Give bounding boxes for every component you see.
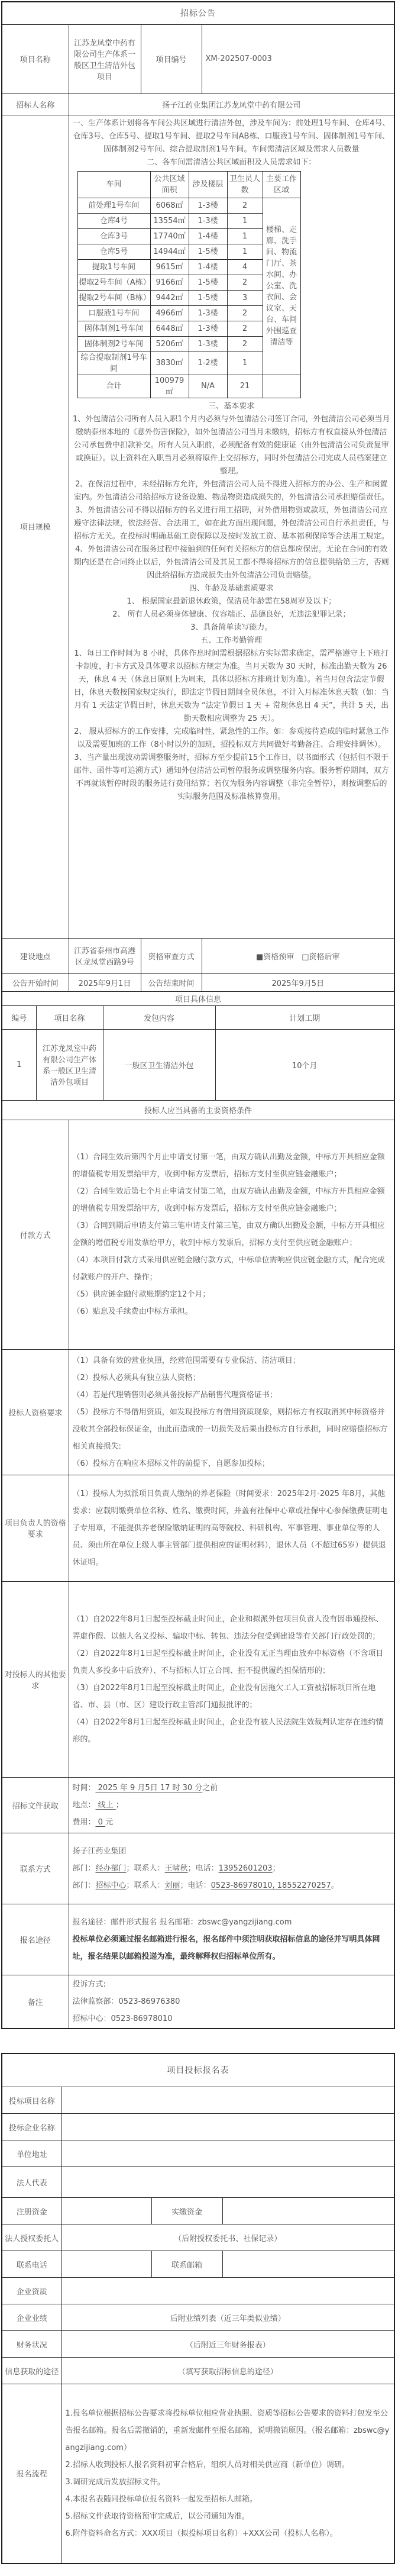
bid-project-value	[61, 2087, 394, 2114]
detail-no: 1	[2, 1029, 36, 1100]
bidder-item: （4）若是代理销售则必须具备投标产品销售代理资格证书；	[72, 1390, 277, 1400]
workshop-cell: 2	[227, 275, 263, 290]
bid-project-label: 投标项目名称	[2, 2087, 61, 2114]
scale-item: 2、在保洁过程中，未经招标方允许，外包清洁公司人员不得进入招标方的办公、生产和闲置室内。外包清洁公司给招标方设备设施、物品物资造成损失的，外包清洁公司承担赔偿责任。	[73, 479, 389, 502]
text-segment: 时间：	[72, 1783, 96, 1792]
project-name-value: 江苏龙凤堂中药有限公司生产体系一般区卫生清洁外包项目	[69, 24, 141, 94]
pm-qualification-cell	[69, 1475, 394, 1581]
text-segment: 9 月	[127, 1783, 145, 1792]
workshop-cell: 提取2号车间（A栋）	[77, 275, 150, 290]
text-segment: 之前	[202, 1783, 218, 1792]
text-segment: 30 分	[180, 1783, 203, 1792]
scale-item: 4、外包清洁公司在服务过程中接触到的任何有关招标方的信息都应保密。无论在合同的有效期内还是在合同终止以后，外包清洁公司及其员工都不得将招标方的信息提供给第三方，否则因此给招标方造成损失由外包清洁公司负责赔偿。	[73, 544, 389, 580]
bidder-qualification-row	[2, 1349, 394, 1475]
detail-duration: 10个月	[215, 1029, 394, 1100]
company-qualification-row	[2, 2278, 394, 2304]
workshop-cell: 1-4楼	[189, 228, 227, 244]
bidder-qualification-cell	[69, 1349, 394, 1475]
workshop-header-cell: 车间	[77, 171, 150, 198]
title-row	[2, 2, 394, 24]
scale-sections	[73, 400, 391, 804]
scale-intro: 一、生产体系计划将各车间公共区域进行清洁外包，涉及车间为：前处理1号车间、仓库4号、仓库3号、仓库5号、提取1号车间、提取2号车间AB栋、口服液1号车间、固体制剂1号车间、固体制剂2号车间、综合提取制剂1号车间。车间需清洁区域及需求人员数量	[73, 118, 390, 154]
payment-row	[2, 1120, 394, 1349]
signup-cell	[69, 1904, 394, 1975]
flow-cell	[61, 2384, 394, 2564]
workshop-total-cell: N/A	[189, 375, 227, 398]
payment-item: （1）合同生效后第四个月止申请支付第一笔，由双方确认出勤及金额，中标方开具相应金额的增值税专用发票给甲方，收到中标方发票后，招标方支付至供应链金融账户；	[72, 1153, 385, 1179]
workshop-total-cell: 21	[227, 375, 263, 398]
doc-fetch-cell	[69, 1777, 394, 1833]
text-segment: 部门：	[72, 1864, 96, 1873]
company-qualification-value	[61, 2278, 394, 2304]
workshop-cell: 综合提取制剂1号车间	[77, 352, 150, 375]
text-segment: 0	[95, 1817, 106, 1827]
start-label: 公告开始时间	[2, 973, 69, 991]
other-requirements-row	[2, 1581, 394, 1777]
contact-line	[73, 1843, 391, 1860]
workshop-cell: 1-5楼	[189, 244, 227, 259]
doc-fetch-row	[2, 1777, 394, 1833]
workshop-cell: 1	[227, 244, 263, 259]
qualification-header: 投标人应当具备的主要资格条件	[2, 1100, 394, 1120]
workshop-cell: 13554㎡	[150, 213, 189, 228]
workshop-cell: 4966㎡	[150, 305, 189, 321]
workshop-cell: 2	[227, 198, 263, 213]
workshop-cell: 14944㎡	[150, 244, 189, 259]
paid-capital-value	[222, 2198, 394, 2224]
detail-content: 一般区卫生清洁外包	[103, 1029, 215, 1100]
detail-data-row	[2, 1029, 394, 1100]
bidder-item: （1）具备有效的营业执照，经营范围需要有专业保洁、清洁项目；	[72, 1356, 300, 1365]
performance-row	[2, 2304, 394, 2331]
workshop-cell: 2	[227, 336, 263, 352]
workshop-table-head	[77, 171, 300, 198]
workshop-cell: 9166㎡	[150, 275, 189, 290]
workshop-cell: 17740㎡	[150, 228, 189, 244]
end-value: 2025年9月5日	[202, 973, 394, 991]
signup-line	[73, 1931, 391, 1965]
workshop-header-cell: 公共区域面积	[150, 171, 189, 198]
workshop-cell: 4	[227, 259, 263, 275]
workshop-main-area-cell: 楼梯、走廊、洗手间、物流门厅、茶水间、办公室、洗衣间、会议室、天台、车间外围巡查清洁等	[263, 198, 300, 375]
workshop-total-cell: 合计	[77, 375, 150, 398]
tenderer-row	[2, 94, 394, 115]
text-segment: ；联系人：	[126, 1864, 165, 1873]
phone-label: 联系电话	[2, 2251, 61, 2278]
detail-col-name: 项目名称	[36, 1005, 103, 1029]
project-scale-cell	[69, 115, 394, 938]
other-items	[73, 1611, 391, 1748]
other-item: （4）自2022年8月1日起至投标截止时间止，企业没有被人民法院生效裁判认定存在违约情形的。	[72, 1717, 384, 1744]
remark-line: 法律监察部：0523-86976380	[72, 1997, 180, 2006]
workshop-table-body	[77, 198, 300, 398]
payment-item: （6）贴息及手续费由中标方承担。	[72, 1307, 193, 1316]
text-segment: 部门：	[72, 1881, 96, 1890]
text-segment: ；	[115, 1800, 124, 1810]
workshop-cell: 6068㎡	[150, 198, 189, 213]
workshop-cell: 仓库5号	[77, 244, 150, 259]
workshop-cell: 9615㎡	[150, 259, 189, 275]
payment-label: 付款方式	[2, 1120, 69, 1349]
pm-qualification-row	[2, 1475, 394, 1581]
payment-item: （5）供应链金融付款账期约定12个月；	[72, 1290, 211, 1299]
remark-cell	[69, 1975, 394, 2029]
scale-item: 1、每日工作时间为 8 小时，具体作息时间需根据招标方实际需求确定，需严格遵守上下班打卡制度，打卡方式及具体要求以招标方规定为准。当月天数为 30 天时，标准出勤天数为 26 天，休息 4 天（休息日原则上为周末，具体以招标方排班计划为准）。若当月包含法定节假日，休息天数按国家规定执行，即法定节假日期间全员休息，不计入月标准休息天数（如：当月有 1 天法定节假日时，休息天数为 “法定节假日 1 天 + 常规休息日 4 天”，共计 5 天，出勤天数相应调整为 25 天）。	[73, 649, 389, 723]
scale-item: 1、 根据国家最新退休政策，保洁员年龄需在58周岁及以下；	[127, 597, 336, 606]
finance-row	[2, 2331, 394, 2358]
signup-lines	[73, 1914, 391, 1965]
project-no-value: XM-202507-0003	[202, 24, 394, 94]
workshop-cell: 1-3楼	[189, 321, 227, 336]
bidder-items	[73, 1352, 391, 1472]
bid-company-row	[2, 2114, 394, 2140]
other-requirements-label: 对投标人的其他要求	[2, 1581, 69, 1777]
other-item: （1）自2022年8月1日起至投标截止时间止，企业和拟派外包项目负责人没有因串通投标、弄虚作假、以他人名义投标、骗取中标、转包、违法分包受到建设等有关部门行政处罚的；	[72, 1614, 384, 1641]
detail-col-content: 发包内容	[103, 1005, 215, 1029]
contact-line	[73, 1860, 391, 1877]
scale-item: 3、具备简单读写能力。	[190, 623, 273, 632]
project-no-label: 项目编号	[141, 24, 202, 94]
workshop-cell: 1	[227, 352, 263, 375]
doc-fetch-line	[73, 1814, 391, 1831]
workshop-cell: 固体制剂2号车间	[77, 336, 150, 352]
scale-item: 3、外包清洁公司不得以招标方的名义进行用工招聘，对外借用物资或款项，外包清洁公司应遵守法律法规，依法经营、合法用工，如在此方面出现问题，外包清洁公司自行承担责任，与招标方无关。在投标时明确基础工资保障以及按时发放工资、基本福利保障等合法用工规定。	[73, 505, 389, 541]
bidder-item: （6）投标方在响应本招标文件的前提下，自愿参加投标；	[72, 1459, 270, 1468]
bid-signup-form-table	[1, 2053, 395, 2564]
scale-item: 1、外包清洁公司所有人员入职1个月内必须与外包清洁公司签订合同，外包清洁公司必须当月缴纳泰州本地的《意外伤害保险》，如外包清洁公司当月未缴纳，招标方有权直接从外包清洁公司承包费中扣款补交。所有人员入职前，必须配备有效的健康证（由外包清洁公司负责复审或换证）。以上资料在入职当月必须将原件上交招标方，同时外包清洁公司完成人员档案建立整理。	[73, 414, 390, 476]
address-label: 单位地址	[2, 2140, 61, 2167]
workshop-header-cell: 涉及楼层	[189, 171, 227, 198]
capital-row	[2, 2198, 394, 2224]
scale-item: 2、 服从招标方的工作安排，完成临时性、紧急性的工作。如：参观接待造成的临时紧急工作以及需要加班的工作（8小时以外的加班，招投标双方共同做好考勤备注、合理安排调休）。	[74, 727, 389, 749]
project-name-label: 项目名称	[2, 24, 69, 94]
text-segment: ；	[272, 1864, 280, 1873]
workshop-cell: 2	[227, 305, 263, 321]
flow-items	[66, 2405, 391, 2542]
payment-item: （4）本项目付款方式采用供应链金融付款方式，中标单位需响应供应链金融方式，配合完成付款账户的开户、操作；	[72, 1256, 385, 1282]
site-label: 建设地点	[2, 938, 69, 973]
text-segment: 2025 年	[95, 1783, 128, 1792]
pm-item: （1）投标人为拟派项目负责人缴纳的养老保险（时间要求：2025年2月-2025 年8月，其他要求：应载明缴费单位名称、姓名、缴费时间，并盖有社保中心章或社保中心参保缴费证明电子专用章，不能提供养老保险缴纳证明的高等院校、科研机构、军事管理、事业单位等的人员、须由所在单位上级人事主管部门提供相应的证明材料），退休人员（不超过65岁）提供退休证明。	[72, 1489, 388, 1567]
flow-item: 6.附件资料命名方式：XXX项目（拟投标项目名称）+XXX公司（投标人名称）。	[65, 2529, 338, 2538]
text-segment: ；电话：	[180, 1881, 211, 1890]
other-requirements-cell	[69, 1581, 394, 1777]
workshop-table	[77, 171, 301, 398]
other-item: （2）自2022年8月1日起至投标截止时间止，企业没有无正当理由放弃中标资格（不含项目负责人多投多中后放弃）、不与招标人订立合同、拒不提供履约担保情形的；	[72, 1649, 384, 1675]
remark-line: 投诉方式:	[72, 1979, 106, 1989]
phone-value	[61, 2251, 151, 2278]
form-title-row	[2, 2053, 394, 2087]
payment-item: （3）合同到期后申请支付第三笔申请支付第三笔，由双方确认出勤及金额，中标方开具相应金额的增值税专用发票给甲方，收到中标方发票后，招标方支付至供应链金融账户；	[72, 1221, 385, 1247]
workshop-cell: 1-5楼	[189, 290, 227, 305]
site-row	[2, 938, 394, 973]
detail-col-no: 编号	[2, 1005, 36, 1029]
workshop-cell: 1	[227, 228, 263, 244]
workshop-cell: 1-4楼	[189, 259, 227, 275]
flow-row	[2, 2384, 394, 2564]
contact-lines	[73, 1843, 391, 1894]
flow-item: 5.招标文件获取待资格预审完成后，以公司通知为准。	[65, 2511, 250, 2521]
payment-item: （2）合同生效后第七个月止申请支付第二笔，由双方确认出勤及金额，中标方开具相应金额的增值税专用发票给甲方，收到中标方发票后，招标方支付至供应链金融账户；	[72, 1187, 385, 1213]
bid-project-row	[2, 2087, 394, 2114]
signup-label: 报名途径	[2, 1904, 69, 1975]
text-segment: 刘丽	[164, 1881, 180, 1890]
legal-rep-value	[61, 2167, 394, 2198]
workshop-cell: 3	[227, 290, 263, 305]
workshop-cell: 口服液1号车间	[77, 305, 150, 321]
start-value: 2025年9月1日	[69, 973, 141, 991]
workshop-header-row	[77, 171, 300, 198]
text-segment: 元	[105, 1817, 114, 1827]
scale-item: 2、 所有人员必须身体健康、仪容端正、品德良好，无违法犯罪记录；	[112, 610, 351, 619]
text-segment: ；电话：	[187, 1864, 219, 1873]
remark-label: 备注	[2, 1975, 69, 2029]
workshop-cell: 5206㎡	[150, 336, 189, 352]
text-segment: 0523-86978010, 18552270257	[211, 1881, 331, 1890]
performance-label: 企业业绩	[2, 2304, 61, 2331]
other-item: （3）自2022年8月1日起至投标截止时间止，企业没有因拖欠工人工资被招标项目所在地省、市、县（市、区）建设行政主管部门通报批评的；	[72, 1683, 376, 1710]
detail-columns-row	[2, 1005, 394, 1029]
project-scale-label: 项目规模	[2, 115, 69, 938]
doc-fetch-line	[73, 1779, 391, 1797]
workshop-header-cell: 主要工作区域	[263, 171, 300, 198]
authorized-label: 法人授权委托人	[2, 2224, 61, 2251]
doc-fetch-lines	[73, 1779, 391, 1831]
workshop-cell: 6448㎡	[150, 321, 189, 336]
performance-value: 后附业绩列表（近三年类似业绩）	[61, 2304, 394, 2331]
text-segment: 经办部门	[95, 1864, 127, 1873]
contact-cell	[69, 1833, 394, 1904]
legal-rep-row	[2, 2167, 394, 2198]
page-title: 招标公告	[2, 2, 394, 24]
text-segment: ；联系人：	[126, 1881, 165, 1890]
bid-company-value	[61, 2114, 394, 2140]
signup-line	[73, 1914, 391, 1931]
text-segment: 17 时	[157, 1783, 180, 1792]
text-segment: 线上	[95, 1800, 116, 1810]
contact-line	[73, 1877, 391, 1894]
info-source-label: 信息获取的途径	[2, 2358, 61, 2384]
tenderer-label: 招标人名称	[2, 94, 69, 115]
authorized-value: （后附授权委托书、社保记录）	[61, 2224, 394, 2251]
scale-section-heading: 五、工作考勤管理	[200, 636, 263, 645]
detail-col-duration: 计划工期	[215, 1005, 394, 1029]
address-row	[2, 2140, 394, 2167]
bidder-item: （2）投标人必须具有独立法人资格；	[72, 1373, 200, 1382]
scale-section-heading: 三、基本要求	[208, 401, 255, 411]
email-value	[222, 2251, 394, 2278]
project-name-row	[2, 24, 394, 94]
company-qualification-label: 企业资质	[2, 2278, 61, 2304]
remark-lines	[73, 1976, 391, 2027]
workshop-cell: 提取2号车间（B栋）	[77, 290, 150, 305]
text-segment: 费用：	[72, 1817, 96, 1827]
tender-announcement-table	[1, 1, 395, 2029]
flow-item: 3.调研完成后发放招标文件。	[65, 2477, 165, 2487]
text-segment: 招标中心	[95, 1881, 127, 1890]
remark-row	[2, 1975, 394, 2029]
workshop-total-row	[77, 375, 300, 398]
text-segment: 报名途径：邮件形式报名 报名邮箱：zbswc@yangzijiang.com	[72, 1917, 292, 1927]
announcement-period-row	[2, 973, 394, 991]
text-segment: 投标单位必须通过报名邮箱进行报名，报名邮件中须注明获取招标信息的途径并写明具体网址，报名结果以邮箱投递为准，最终解释权归招标单位所有。	[72, 1935, 380, 1961]
workshop-cell: 固体制剂1号车间	[77, 321, 150, 336]
workshop-cell: 1-5楼	[189, 275, 227, 290]
text-segment: 地点：	[72, 1800, 96, 1810]
bidder-qualification-label: 投标人资格要求	[2, 1349, 69, 1475]
workshop-cell: 仓库3号	[77, 228, 150, 244]
workshop-cell: 2	[227, 321, 263, 336]
workshop-cell: 1-3楼	[189, 213, 227, 228]
qual-method-value: ■资格预审 □资格后审	[202, 938, 394, 973]
workshop-cell: 3830㎡	[150, 352, 189, 375]
flow-item: 2.招标人收到投标人报名资料初审合格后，组织人员对相关供应商（新单位）调研。	[65, 2460, 349, 2469]
bid-company-label: 投标企业名称	[2, 2114, 61, 2140]
reg-capital-label: 注册资金	[2, 2198, 61, 2224]
tenderer-value: 扬子江药业集团江苏龙凤堂中药有限公司	[69, 94, 394, 115]
paid-capital-label: 实缴资金	[151, 2198, 222, 2224]
doc-fetch-label: 招标文件获取	[2, 1777, 69, 1833]
detail-name: 江苏龙凤堂中药有限公司生产体系一般区卫生清洁外包项目	[36, 1029, 103, 1100]
text-segment: 扬子江药业集团	[72, 1846, 127, 1856]
flow-label: 报名流程	[2, 2384, 61, 2564]
flow-item: 4.本报名表随同投标单位报名资料一起发至招标人邮箱。	[65, 2494, 257, 2504]
scale-section-heading: 四、年龄及基础素质要求	[189, 583, 274, 593]
text-segment: 5日	[145, 1783, 158, 1792]
email-label: 联系邮箱	[151, 2251, 222, 2278]
workshop-cell: 1	[227, 213, 263, 228]
text-segment: 。	[331, 1881, 339, 1890]
workshop-cell: 1-3楼	[189, 336, 227, 352]
payment-cell	[69, 1120, 394, 1349]
workshop-cell: 前处理1号车间	[77, 198, 150, 213]
bidder-item: （5）投标方不得借用资质，如发现投标方有借用资质现象，则招标方有权取消其中标资格并没收其全部投标保证金，由此而造成的一切损失及后果由投标方自行承担，同时应赔偿招标方相关直接损失:	[72, 1407, 388, 1451]
contact-info-row	[2, 2251, 394, 2278]
qualification-header-row	[2, 1100, 394, 1120]
info-source-row	[2, 2358, 394, 2384]
qual-method-label: 资格审查方式	[141, 938, 202, 973]
address-value	[61, 2140, 394, 2167]
legal-rep-label: 法人代表	[2, 2167, 61, 2198]
workshop-cell: 9442㎡	[150, 290, 189, 305]
signup-row	[2, 1904, 394, 1975]
workshop-total-cell	[263, 375, 300, 398]
authorized-row	[2, 2224, 394, 2251]
info-source-value: （填写获取招标信息的途径）	[61, 2358, 394, 2384]
text-segment: 13952601203	[218, 1864, 273, 1873]
project-scale-row	[2, 115, 394, 938]
reg-capital-value	[61, 2198, 151, 2224]
contact-row	[2, 1833, 394, 1904]
workshop-cell: 仓库4号	[77, 213, 150, 228]
scale-item: 3、当产量出现波动需调整服务时，招标方至少提前15个工作日，以书面形式（包括但不限于邮件、函件等可追溯方式）通知外包清洁公司暂停服务或调整服务内容。服务暂停期间，双方不再就该暂停时段的服务进行费用结算；若仅为服务内容调整（非完全暂停），则按调整后的实际服务范围及标准核算费用。	[73, 753, 389, 801]
finance-label: 财务状况	[2, 2331, 61, 2358]
detail-header: 项目具体信息	[2, 991, 394, 1005]
workshop-cell: 提取1号车间	[77, 259, 150, 275]
workshop-cell: 1-3楼	[189, 305, 227, 321]
payment-items	[73, 1149, 391, 1320]
doc-fetch-line	[73, 1797, 391, 1814]
workshop-cell: 1-2楼	[189, 352, 227, 375]
pm-items	[73, 1485, 391, 1571]
workshop-row	[77, 198, 300, 213]
flow-item: 1.报名单位根据招标公告要求将投标单位相应营业执照、资质等招标公告要求的资料打包发至公告报名邮箱。报名后需撤销的，重新发邮件至报名邮箱，说明撤销原因。（报名邮箱：zbswc@yangzijiang.com）	[65, 2409, 390, 2452]
scale-sub-intro: 二、各车间需清洁公共区域面积及人员需求如下：	[147, 157, 316, 167]
workshop-header-cell: 卫生员人数	[227, 171, 263, 198]
contact-label: 联系方式	[2, 1833, 69, 1904]
detail-header-row	[2, 991, 394, 1005]
pm-qualification-label: 项目负责人的资格要求	[2, 1475, 69, 1581]
workshop-cell: 1-3楼	[189, 198, 227, 213]
finance-value: （后附近三年财务报表）	[61, 2331, 394, 2358]
project-scale-content	[73, 116, 391, 937]
end-label: 公告结束时间	[141, 973, 202, 991]
text-segment: 王啸秋	[164, 1864, 188, 1873]
workshop-total-cell: 100979㎡	[150, 375, 189, 398]
form-title: 项目投标报名表	[2, 2053, 394, 2087]
remark-line: 招标中心：0523-86978010	[72, 2014, 173, 2023]
site-value: 江苏省泰州市高港区龙凤堂西路9号	[69, 938, 141, 973]
